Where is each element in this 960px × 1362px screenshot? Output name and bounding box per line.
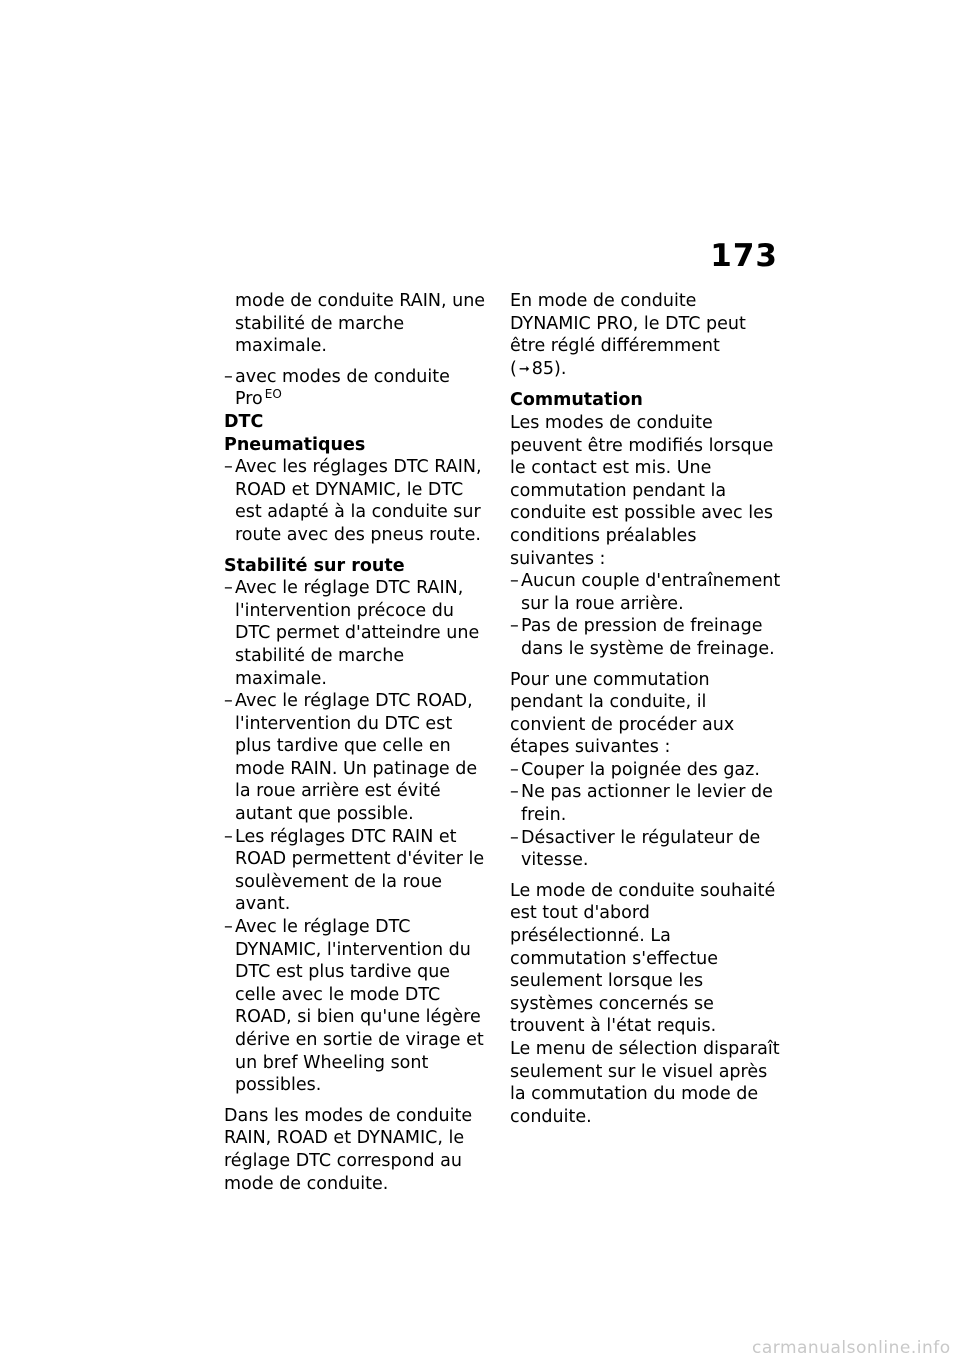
- intro-paragraph: [510, 290, 782, 381]
- bullet-text: avec modes de conduite Pro: [235, 366, 450, 410]
- bullet-text: Avec le réglage DTC DYNAMIC, l'intervention du DTC est plus tardive que celle avec le mode DTC ROAD, si bien qu'une légère dérive en sortie de virage et un bref Wheeling sont possibles.: [235, 917, 484, 1096]
- bullet-text: Ne pas actionner le levier de frein.: [521, 782, 773, 826]
- closing-paragraph: Dans les modes de conduite RAIN, ROAD et DYNAMIC, le réglage DTC correspond au mode de conduite.: [224, 1105, 473, 1194]
- arrow-right-icon: ➞: [518, 361, 530, 377]
- heading-pneumatiques: Pneumatiques: [224, 434, 366, 455]
- list-item: [224, 577, 492, 690]
- heading-stabilite: Stabilité sur route: [224, 555, 405, 576]
- list-item: [224, 690, 492, 826]
- superscript-label: EO: [264, 386, 282, 401]
- list-item: [224, 916, 492, 1097]
- bullet-text: Désactiver le régulateur de vitesse.: [521, 827, 761, 871]
- ref-open: (: [510, 358, 517, 379]
- bullet-text: Aucun couple d'entraînement sur la roue arrière.: [521, 571, 781, 614]
- dash: –: [224, 826, 233, 847]
- dash: –: [224, 691, 233, 712]
- dash: –: [224, 917, 233, 938]
- list-item: [224, 826, 492, 916]
- bullet-text: Avec les réglages DTC RAIN, ROAD et DYNAMIC, le DTC est adapté à la conduite sur route avec des pneus route.: [235, 457, 482, 545]
- list-item: [510, 759, 782, 782]
- list-item: [510, 570, 782, 615]
- bullet-text: Pas de pression de freinage dans le système de freinage.: [521, 616, 775, 659]
- list-item: [510, 827, 782, 872]
- dash: –: [510, 827, 519, 848]
- dash: –: [224, 366, 233, 387]
- list-item: [224, 456, 492, 546]
- dash: –: [510, 759, 519, 780]
- list-item: [224, 366, 492, 411]
- heading-dtc: DTC: [224, 411, 264, 432]
- dash: –: [510, 616, 519, 637]
- page-reference: 85).: [531, 358, 567, 379]
- page-number: 173: [710, 238, 778, 274]
- list-item: [510, 781, 782, 826]
- bullet-text: Les réglages DTC RAIN et ROAD permettent d'éviter le soulèvement de la roue avant.: [235, 826, 485, 915]
- list-item: [510, 615, 782, 660]
- bullet-text: Couper la poignée des gaz.: [521, 759, 760, 780]
- heading-commutation: Commutation: [510, 390, 643, 411]
- right-column: [510, 290, 782, 1136]
- bullet-text: Avec le réglage DTC ROAD, l'intervention du DTC est plus tardive que celle en mode RAIN. Un patinage de la roue arrière est évité autant que possible.: [235, 691, 478, 825]
- dash: –: [224, 457, 233, 478]
- commutation-paragraph: Les modes de conduite peuvent être modifiés lorsque le contact est mis. Une commutation pendant la conduite est possible avec les conditions préalables suivantes :: [510, 412, 774, 569]
- watermark-footer: carmanualsonline.info: [752, 1338, 951, 1358]
- dash: –: [510, 571, 519, 592]
- continued-paragraph: mode de conduite RAIN, une stabilité de marche maximale.: [235, 291, 486, 357]
- intro-text: En mode de conduite DYNAMIC PRO, le DTC peut être réglé différemment: [510, 291, 746, 357]
- bullet-text: Avec le réglage DTC RAIN, l'intervention précoce du DTC permet d'atteindre une stabilité de marche maximale.: [235, 578, 480, 689]
- final-paragraph-2: Le menu de sélection disparaît seulement sur le visuel après la commutation du mode de conduite.: [510, 1039, 780, 1127]
- dash: –: [510, 782, 519, 803]
- dash: –: [224, 578, 233, 599]
- final-paragraph-1: Le mode de conduite souhaité est tout d'abord présélectionné. La commutation s'effectue seulement lorsque les systèmes concernés se trouvent à l'état requis.: [510, 880, 776, 1037]
- left-column: [224, 290, 492, 1203]
- steps-paragraph: Pour une commutation pendant la conduite, il convient de procéder aux étapes suivantes :: [510, 669, 735, 758]
